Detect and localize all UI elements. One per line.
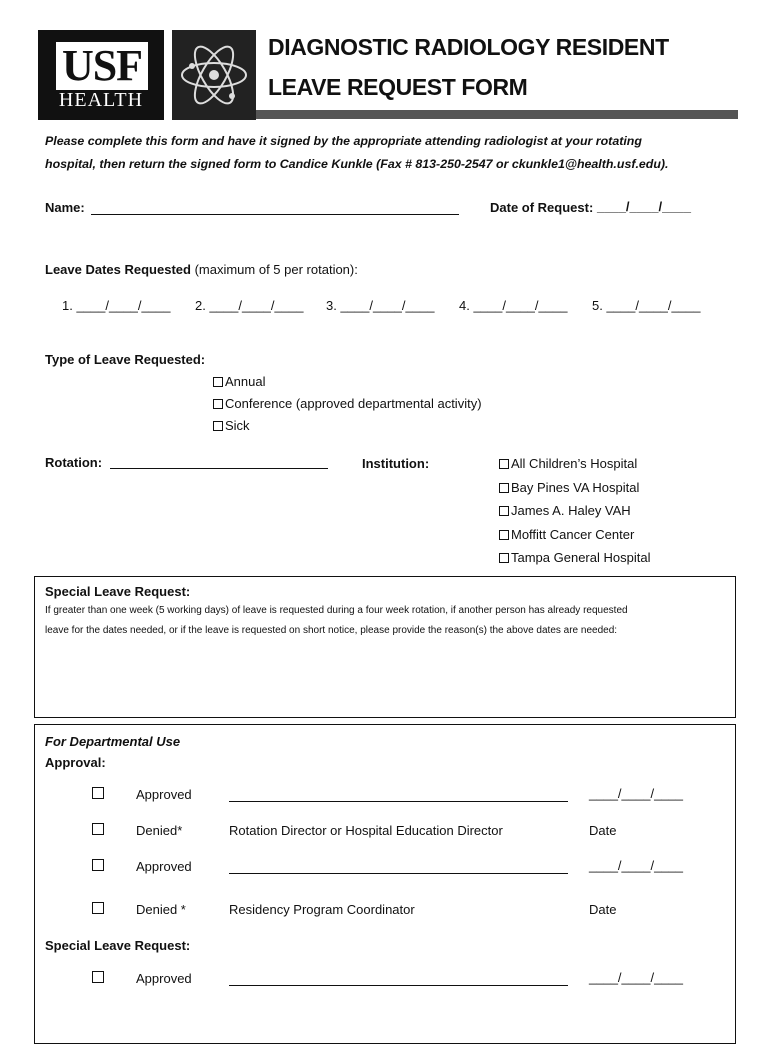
intro-line2: hospital, then return the signed form to Candice Kunkle (Fax # 813-250-2547 or ckunkle1@health.usf.edu).: [45, 157, 669, 171]
leave-dates-note: (maximum of 5 per rotation):: [194, 262, 358, 277]
logo-health-text: HEALTH: [58, 89, 144, 111]
intro-line1: Please complete this form and have it signed by the appropriate attending radiologist at your rotating: [45, 134, 642, 148]
atom-icon: [172, 30, 256, 120]
approved-checkbox-2[interactable]: [92, 859, 104, 871]
leave-date-5[interactable]: 5. ____/____/____: [592, 298, 701, 313]
header-divider: [256, 110, 738, 119]
date-field-1[interactable]: ____/____/____: [589, 786, 683, 801]
date-label-1: Date: [589, 823, 617, 838]
name-label: Name:: [45, 200, 85, 215]
leave-date-3[interactable]: 3. ____/____/____: [326, 298, 435, 313]
leave-date-4[interactable]: 4. ____/____/____: [459, 298, 568, 313]
leave-type-sick[interactable]: Sick: [213, 418, 250, 433]
checkbox[interactable]: [213, 399, 223, 409]
approved-label-1: Approved: [136, 787, 192, 802]
form-title-line1: DIAGNOSTIC RADIOLOGY RESIDENT: [268, 34, 669, 60]
leave-type-label: Type of Leave Requested:: [45, 352, 206, 367]
special-leave-text1: If greater than one week (5 working days) of leave is requested during a four week rotation, if another person has already requested: [45, 605, 628, 616]
institution-james-haley[interactable]: James A. Haley VAH: [499, 503, 631, 518]
date-field-3[interactable]: ____/____/____: [589, 970, 683, 985]
approval-label: Approval:: [45, 755, 106, 770]
denied-checkbox-2[interactable]: [92, 902, 104, 914]
leave-type-conference[interactable]: Conference (approved departmental activity): [213, 396, 482, 411]
checkbox[interactable]: [499, 483, 509, 493]
date-label-2: Date: [589, 902, 617, 917]
special-leave-text2: leave for the dates needed, or if the leave is requested on short notice, please provide the reason(s) the above dates are needed:: [45, 625, 618, 636]
denied-checkbox-1[interactable]: [92, 823, 104, 835]
form-title-line2: LEAVE REQUEST FORM: [268, 74, 528, 100]
signature-line-3[interactable]: [229, 985, 568, 986]
leave-date-2[interactable]: 2. ____/____/____: [195, 298, 304, 313]
checkbox[interactable]: [213, 421, 223, 431]
rotation-field[interactable]: [110, 468, 328, 469]
leave-date-1[interactable]: 1. ____/____/____: [62, 298, 171, 313]
checkbox[interactable]: [499, 459, 509, 469]
rotation-label: Rotation:: [45, 455, 103, 470]
institution-all-childrens[interactable]: All Children’s Hospital: [499, 456, 637, 471]
date-request-field[interactable]: ____/____/____: [597, 199, 691, 214]
dept-heading: For Departmental Use: [45, 734, 181, 749]
denied-label-1: Denied*: [136, 823, 183, 838]
checkbox[interactable]: [499, 553, 509, 563]
signature-line-2[interactable]: [229, 873, 568, 874]
institution-tampa-general[interactable]: Tampa General Hospital: [499, 550, 650, 565]
approved-checkbox-1[interactable]: [92, 787, 104, 799]
date-field-2[interactable]: ____/____/____: [589, 858, 683, 873]
departmental-box: [34, 724, 736, 1044]
special-approval-label: Special Leave Request:: [45, 938, 191, 953]
leave-type-annual[interactable]: Annual: [213, 374, 265, 389]
checkbox[interactable]: [213, 377, 223, 387]
denied-label-2: Denied *: [136, 902, 186, 917]
leave-dates-label-bold: Leave Dates Requested: [45, 262, 191, 277]
institution-bay-pines[interactable]: Bay Pines VA Hospital: [499, 480, 639, 495]
date-request-label: Date of Request:: [490, 200, 594, 215]
approved-checkbox-3[interactable]: [92, 971, 104, 983]
approved-label-3: Approved: [136, 971, 192, 986]
signature-line-1[interactable]: [229, 801, 568, 802]
approved-label-2: Approved: [136, 859, 192, 874]
name-field[interactable]: [91, 214, 459, 215]
logo-usf-text: USF: [56, 42, 148, 90]
institution-moffitt[interactable]: Moffitt Cancer Center: [499, 527, 634, 542]
special-leave-title: Special Leave Request:: [45, 584, 191, 599]
checkbox[interactable]: [499, 530, 509, 540]
leave-dates-label: [45, 262, 358, 277]
signer-2-label: Residency Program Coordinator: [229, 902, 415, 917]
institution-label: Institution:: [362, 456, 430, 471]
signer-1-label: Rotation Director or Hospital Education Director: [229, 823, 503, 838]
checkbox[interactable]: [499, 506, 509, 516]
